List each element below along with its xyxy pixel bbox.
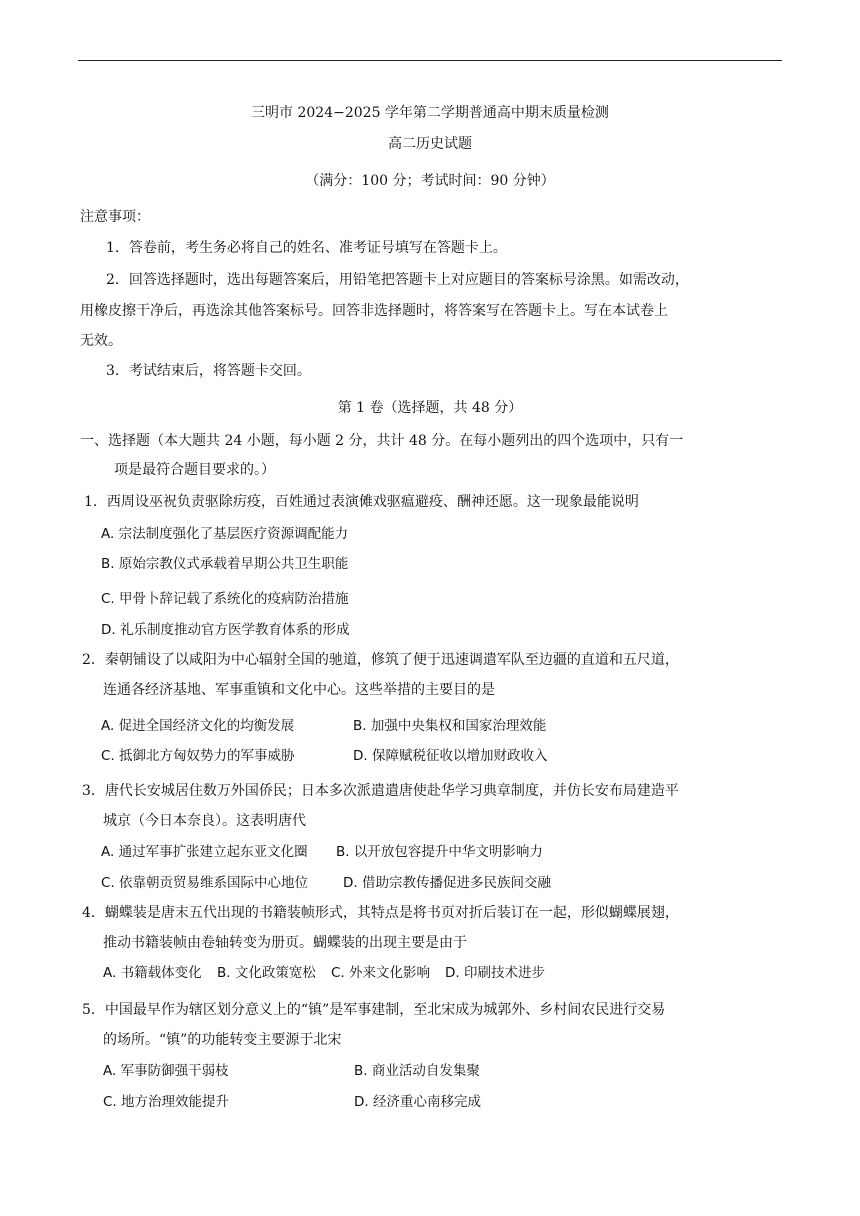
notes-heading: 注意事项： xyxy=(80,209,150,225)
header-rule xyxy=(78,60,782,61)
exam-title: 三明市 2024−2025 学年第二学期普通高中期末质量检测 xyxy=(251,105,609,121)
exam-subtitle: 高二历史试题 xyxy=(388,136,472,152)
q4-stem-line-2: 推动书籍装帧由卷轴转变为册页。蝴蝶装的出现主要是由于 xyxy=(103,935,467,951)
note-2-line-1: 2．回答选择题时，选出每题答案后，用铅笔把答题卡上对应题目的答案标号涂黑。如需改动， xyxy=(106,272,689,288)
part-heading-line-1: 一、选择题（本大题共 24 小题，每小题 2 分，共计 48 分。在每小题列出的四个选项中，只有一 xyxy=(80,433,684,449)
note-1: 1．答卷前，考生务必将自己的姓名、准考证号填写在答题卡上。 xyxy=(106,240,507,256)
q2-option-b: B. 加强中央集权和国家治理效能 xyxy=(353,718,547,734)
q2-option-c: C. 抵御北方匈奴势力的军事威胁 xyxy=(101,748,295,764)
q4-option-d: D. 印刷技术进步 xyxy=(445,965,545,981)
q2-option-d: D. 保障赋税征收以增加财政收入 xyxy=(353,748,548,764)
q5-option-d: D. 经济重心南移完成 xyxy=(354,1094,481,1110)
q5-stem-line-2: 的场所。“镇”的功能转变主要源于北宋 xyxy=(103,1032,342,1048)
q4-option-a: A. 书籍载体变化 xyxy=(103,965,202,981)
q1-stem: 1．西周设巫祝负责驱除疠疫，百姓通过表演傩戏驱瘟避疫、酬神还愿。这一现象最能说明 xyxy=(84,494,639,510)
q3-option-a: A. 通过军事扩张建立起东亚文化圈 xyxy=(101,844,308,860)
q3-stem-line-2: 城京（今日本奈良）。这表明唐代 xyxy=(103,813,306,829)
q4-stem-line-1: 4．蝴蝶装是唐末五代出现的书籍装帧形式，其特点是将书页对折后装订在一起，形似蝴蝶展翅， xyxy=(82,905,679,921)
note-2-line-2: 用橡皮擦干净后，再选涂其他答案标号。回答非选择题时，将答案写在答题卡上。写在本试卷上 xyxy=(80,303,668,319)
exam-meta: （满分：100 分；考试时间：90 分钟） xyxy=(305,173,555,189)
note-3: 3．考试结束后，将答题卡交回。 xyxy=(106,363,311,379)
q3-option-d: D. 借助宗教传播促进多民族间交融 xyxy=(343,875,551,891)
q1-option-b: B. 原始宗教仪式承载着早期公共卫生职能 xyxy=(101,556,349,572)
q2-option-a: A. 促进全国经济文化的均衡发展 xyxy=(101,718,295,734)
part-heading-line-2: 项是最符合题目要求的。） xyxy=(114,462,275,478)
note-2-line-3: 无效。 xyxy=(80,333,122,349)
q2-stem-line-2: 连通各经济基地、军事重镇和文化中心。这些举措的主要目的是 xyxy=(103,682,495,698)
q4-option-c: C. 外来文化影响 xyxy=(331,965,431,981)
q3-option-b: B. 以开放包容提升中华文明影响力 xyxy=(336,844,543,860)
q5-option-b: B. 商业活动自发集聚 xyxy=(354,1063,480,1079)
volume-heading: 第 1 卷（选择题，共 48 分） xyxy=(337,400,523,416)
q1-option-d: D. 礼乐制度推动官方医学教育体系的形成 xyxy=(101,622,350,638)
q3-option-c: C. 依靠朝贡贸易维系国际中心地位 xyxy=(101,875,309,891)
q3-stem-line-1: 3．唐代长安城居住数万外国侨民；日本多次派遣遣唐使赴华学习典章制度，并仿长安布局建造平 xyxy=(82,783,679,799)
q5-stem-line-1: 5．中国最早作为辖区划分意义上的“镇”是军事建制，至北宋成为城郭外、乡村间农民进行交易 xyxy=(82,1002,666,1018)
q5-option-c: C. 地方治理效能提升 xyxy=(103,1094,230,1110)
q5-option-a: A. 军事防御强干弱枝 xyxy=(103,1063,229,1079)
q4-option-b: B. 文化政策宽松 xyxy=(217,965,316,981)
q2-stem-line-1: 2．秦朝铺设了以咸阳为中心辐射全国的驰道，修筑了便于迅速调遣军队至边疆的直道和五尺道， xyxy=(82,652,679,668)
q1-option-a: A. 宗法制度强化了基层医疗资源调配能力 xyxy=(101,526,349,542)
q1-option-c: C. 甲骨卜辞记载了系统化的疫病防治措施 xyxy=(101,591,349,607)
